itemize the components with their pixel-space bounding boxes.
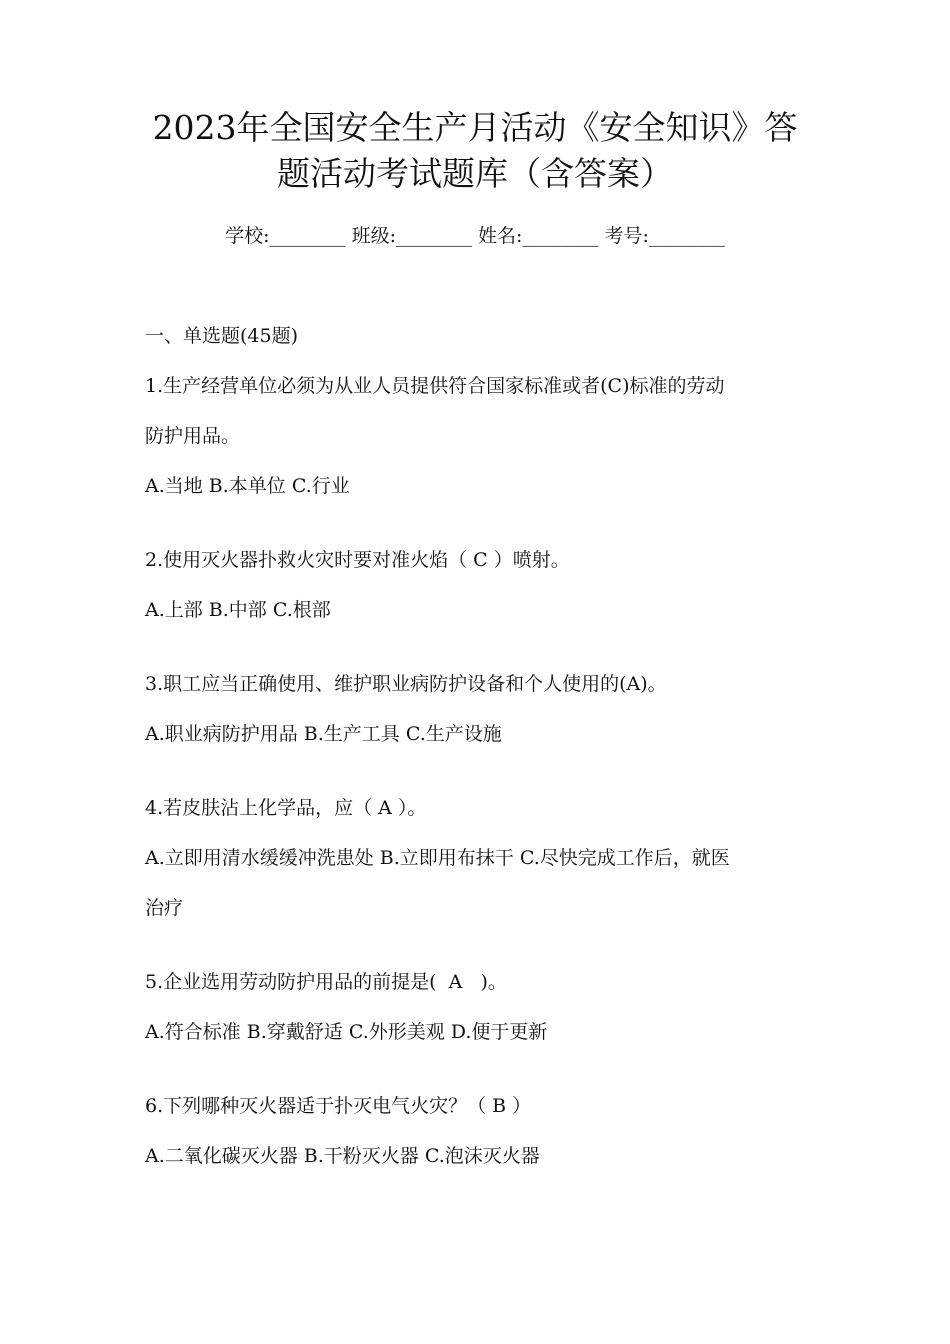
- question-6-options: A.二氧化碳灭火器 B.干粉灭火器 C.泡沫灭火器: [145, 1145, 540, 1167]
- question-1-stem-line-2: 防护用品。: [145, 425, 241, 447]
- question-4-options-line-2: 治疗: [145, 897, 184, 919]
- student-info-line: 学校:________ 班级:________ 姓名:________ 考号:________: [225, 225, 725, 247]
- question-3-options: A.职业病防护用品 B.生产工具 C.生产设施: [145, 723, 502, 745]
- document-title-line-2: 题活动考试题库（含答案）: [277, 154, 673, 193]
- question-4-stem: 4.若皮肤沾上化学品，应（ A ）。: [145, 797, 427, 819]
- question-5-options: A.符合标准 B.穿戴舒适 C.外形美观 D.便于更新: [145, 1021, 548, 1043]
- question-6-stem: 6.下列哪种灭火器适于扑灭电气火灾？（ B ）: [145, 1095, 532, 1117]
- question-5-stem: 5.企业选用劳动防护用品的前提是( A )。: [145, 971, 507, 993]
- section-heading: 一、单选题(45题): [145, 325, 299, 347]
- question-2-stem: 2.使用灭火器扑救火灾时要对准火焰（ C ）喷射。: [145, 549, 570, 571]
- question-4-options-line-1: A.立即用清水缓缓冲洗患处 B.立即用布抹干 C.尽快完成工作后，就医: [145, 847, 730, 869]
- question-2-options: A.上部 B.中部 C.根部: [145, 599, 331, 621]
- question-1-options: A.当地 B.本单位 C.行业: [145, 475, 350, 497]
- question-1-stem-line-1: 1.生产经营单位必须为从业人员提供符合国家标准或者(C)标准的劳动: [145, 375, 725, 397]
- document-title-line-1: 2023年全国安全生产月活动《安全知识》答: [152, 108, 798, 147]
- question-3-stem: 3.职工应当正确使用、维护职业病防护设备和个人使用的(A)。: [145, 673, 667, 695]
